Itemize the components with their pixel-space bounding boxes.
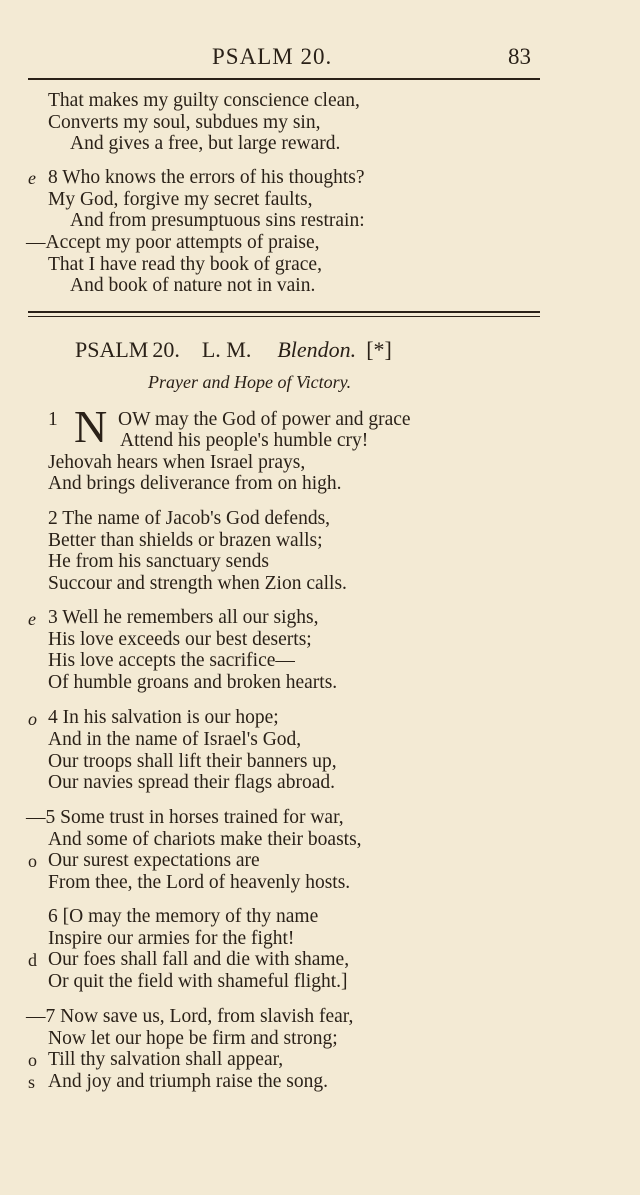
expression-mark: o: [28, 851, 37, 871]
verse-line: —Accept my poor attempts of praise,: [26, 232, 320, 253]
verse-line: And in the name of Israel's God,: [48, 729, 302, 750]
verse-line: And from presumptuous sins restrain:: [70, 210, 365, 231]
verse-line: And some of chariots make their boasts,: [48, 829, 362, 850]
expression-mark: e: [28, 609, 36, 629]
verse-line: Attend his people's humble cry!: [120, 430, 369, 451]
verse-line: 2 The name of Jacob's God defends,: [48, 508, 331, 529]
verse-line: And gives a free, but large reward.: [70, 133, 341, 154]
expression-mark: d: [28, 950, 37, 970]
stanza-number: 1: [48, 409, 58, 430]
verse-line: Now let our hope be firm and strong;: [48, 1028, 338, 1049]
psalm-subtitle: Prayer and Hope of Victory.: [148, 372, 352, 392]
verse-line: —5 Some trust in horses trained for war,: [26, 807, 344, 828]
verse-line: —7 Now save us, Lord, from slavish fear,: [26, 1006, 354, 1027]
verse-line: 6 [O may the memory of thy name: [48, 906, 319, 927]
verse-line: Better than shields or brazen walls;: [48, 530, 323, 551]
section-rule-thick: [28, 311, 540, 313]
verse-line: Or quit the field with shameful flight.]: [48, 971, 348, 992]
psalm-tune: Blendon.: [277, 337, 357, 362]
psalm-heading-number: 20.: [152, 337, 180, 362]
psalm-star: [*]: [366, 337, 392, 362]
verse-line: OW may the God of power and grace: [118, 409, 411, 430]
expression-mark: e: [28, 168, 36, 188]
verse-line: From thee, the Lord of heavenly hosts.: [48, 872, 351, 893]
verse-line: Our navies spread their flags abroad.: [48, 772, 335, 793]
verse-line: 8 Who knows the errors of his thoughts?: [48, 167, 365, 188]
running-head: [0, 44, 640, 74]
verse-line: Jehovah hears when Israel prays,: [48, 452, 306, 473]
verse-line: My God, forgive my secret faults,: [48, 189, 313, 210]
verse-line: His love exceeds our best deserts;: [48, 629, 312, 650]
verse-line: He from his sanctuary sends: [48, 551, 269, 572]
verse-line: Succour and strength when Zion calls.: [48, 573, 347, 594]
running-head-title: PSALM 20.: [212, 44, 333, 69]
verse-line: And brings deliverance from on high.: [48, 473, 342, 494]
expression-mark: s: [28, 1072, 36, 1092]
psalm-heading-word: PSALM: [75, 337, 149, 362]
verse-line: Our foes shall fall and die with shame,: [48, 949, 350, 970]
psalm-meter: L. M.: [201, 337, 252, 362]
header-rule: [28, 78, 540, 80]
verse-line: That makes my guilty conscience clean,: [48, 90, 360, 111]
expression-mark: o: [28, 709, 37, 729]
verse-line: That I have read thy book of grace,: [48, 254, 322, 275]
verse-line: 3 Well he remembers all our sighs,: [48, 607, 319, 628]
verse-line: Our troops shall lift their banners up,: [48, 751, 337, 772]
drop-cap: N: [74, 401, 108, 452]
verse-line: And book of nature not in vain.: [70, 275, 316, 296]
verse-line: Inspire our armies for the fight!: [48, 928, 295, 949]
verse-line: Converts my soul, subdues my sin,: [48, 112, 321, 133]
page-number: 83: [508, 44, 531, 69]
verse-line: Of humble groans and broken hearts.: [48, 672, 338, 693]
psalm-heading: [75, 337, 392, 363]
verse-line: 4 In his salvation is our hope;: [48, 707, 279, 728]
expression-mark: o: [28, 1050, 37, 1070]
section-rule-thin: [28, 316, 540, 317]
verse-line: Till thy salvation shall appear,: [48, 1049, 284, 1070]
verse-line: Our surest expectations are: [48, 850, 260, 871]
verse-line: And joy and triumph raise the song.: [48, 1071, 328, 1092]
verse-line: His love accepts the sacrifice—: [48, 650, 295, 671]
